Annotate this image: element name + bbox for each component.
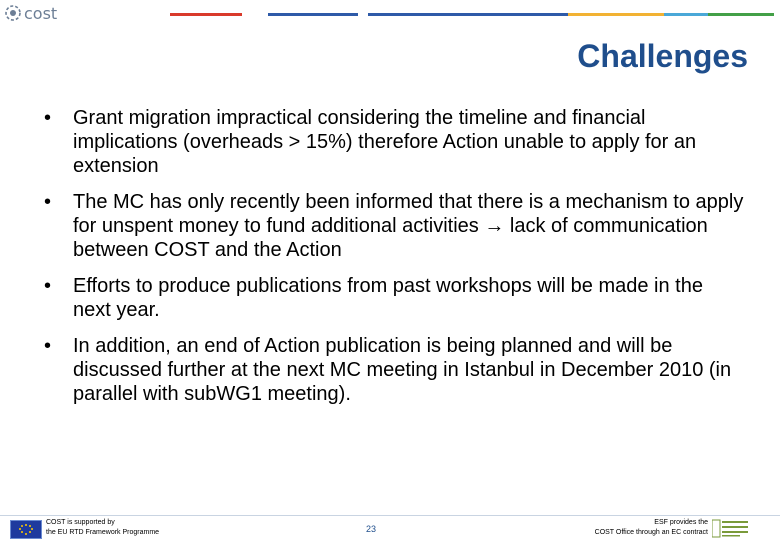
footer-divider	[0, 515, 780, 516]
bullet-item: • The MC has only recently been informed that there is a mechanism to apply for unspent money to fund additional activities → lack of communication between COST and the Action	[44, 190, 744, 262]
header-color-bar-5	[664, 13, 708, 16]
page-number: 23	[366, 524, 377, 534]
bullet-list	[44, 106, 744, 418]
header-color-bar-2	[268, 13, 358, 16]
footer-eu-support-text	[46, 518, 159, 538]
bullet-item: • Efforts to produce publications from past workshops will be made in the next year.	[44, 274, 744, 322]
header-color-bar-6	[708, 13, 774, 16]
header-color-bar-4	[568, 13, 664, 16]
cost-logo	[4, 2, 57, 24]
header-color-bar-3	[368, 13, 568, 16]
bullet-item: • In addition, an end of Action publication is being planned and will be discussed further at the next MC meeting in Istanbul in December 2010 (in parallel with subWG1 meeting).	[44, 334, 744, 406]
header-color-bar-1	[170, 13, 242, 16]
bullet-item: • Grant migration impractical considering the timeline and financial implications (overheads > 15%) therefore Action unable to apply for an extension	[44, 106, 744, 178]
cost-logo-text: cost	[24, 3, 58, 23]
cost-logo-icon	[4, 4, 22, 22]
footer-right-line2: COST Office through an EC contract	[594, 529, 708, 536]
footer-esf-text	[595, 518, 708, 538]
footer-right-line1: ESF provides the	[654, 519, 708, 526]
footer-left-line2: the EU RTD Framework Programme	[46, 529, 160, 536]
esf-logo-icon	[712, 519, 750, 538]
eu-flag-icon	[10, 520, 42, 539]
footer-left-line1: COST is supported by	[46, 519, 115, 526]
slide-title: Challenges	[577, 38, 748, 74]
